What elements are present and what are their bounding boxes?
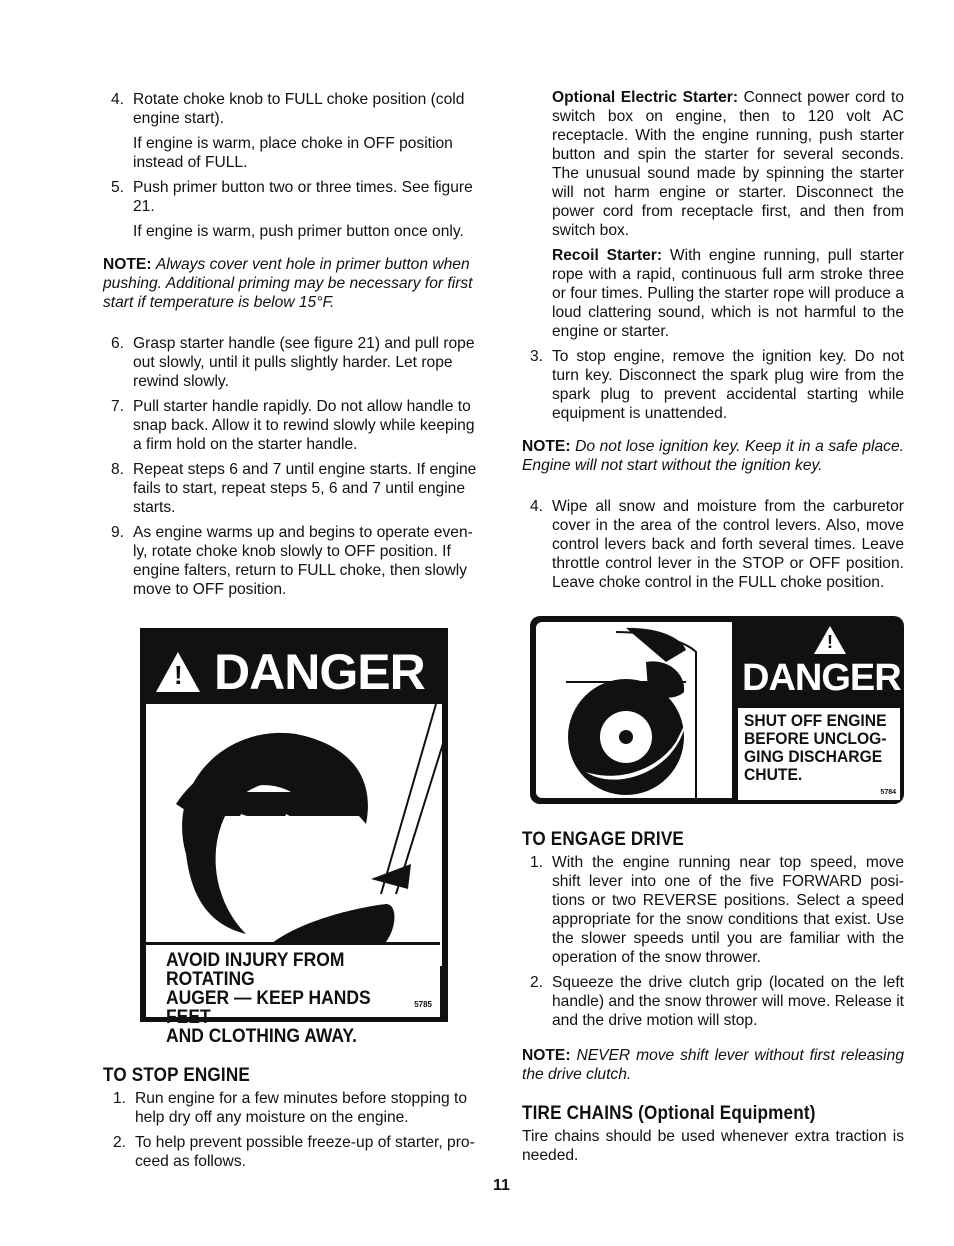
list-item: 1. With the engine running near top speed, move shift lever into one of the five FORWARD posi-tions or two REVERSE positions. Select a speed appropriate for the snow conditions that exist. Use the slower speeds until you are familiar with the operation of the snow thrower. [530,854,904,966]
list-item: 2. To help prevent possible freeze-up of starter, pro-ceed as follows. [113,1134,475,1170]
list-item: 6. Grasp starter handle (see figure 21) and pull rope out slowly, until it pulls slightly harder. Let rope rewind slowly. [111,335,475,390]
chains-paragraph: Tire chains should be used whenever extra traction is needed. [522,1128,904,1164]
list-item: 3. To stop engine, remove the ignition key. Do not turn key. Disconnect the spark plug wire from the spark plug to prevent accidental starting while equipment is unattended. [530,348,904,422]
engage-drive-section [522,830,904,1165]
label-code: 5785 [414,1000,432,1009]
list-item: 2. Squeeze the drive clutch grip (located on the left handle) and the snow thrower will move. Release it and the drive motion will stop. [530,974,904,1029]
danger-label-chute [530,616,904,804]
list-item: 9. As engine warms up and begins to operate even-ly, rotate choke knob slowly to OFF position. If engine falters, return to FULL choke, then slowly move to OFF position. [111,524,473,598]
chute-hazard-illustration [536,622,732,798]
list-item: 7. Pull starter handle rapidly. Do not allow handle to snap back. Allow it to rewind slowly while keeping a firm hold on the starter handle. [111,398,475,453]
list-item: 8. Repeat steps 6 and 7 until engine starts. If engine fails to start, repeat steps 5, 6 and 7 until engine starts. [111,461,477,516]
section-heading: TO ENGAGE DRIVE [522,829,685,850]
note-ignition-key: NOTE: Do not lose ignition key. Keep it in a safe place. Engine will not start without the ignition key. [522,438,904,474]
recoil-starter-paragraph: Recoil Starter: With engine running, pull starter rope with a rapid, continuous full arm stroke three or four times. Pulling the starter rope will produce a loud clattering sound, which is not harmful to the engine or starter. [552,247,904,340]
right-column-top [522,88,904,598]
danger-message: AVOID INJURY FROM ROTATING AUGER — KEEP HANDS FEET AND CLOTHING AWAY. 5785 [146,942,440,1017]
danger-message: SHUT OFF ENGINE BEFORE UNCLOG- GING DISCHARGE CHUTE. 5784 [738,708,900,800]
auger-hazard-illustration [146,704,442,966]
list-item: 4. Rotate choke knob to FULL choke position (cold engine start). [111,91,465,127]
stop-engine-section [103,1066,487,1177]
left-column-top [103,90,487,605]
note-shift-lever: NOTE: NEVER move shift lever without first releasing the drive clutch. [522,1047,904,1083]
label-code: 5784 [880,789,896,796]
list-item: 1. Run engine for a few minutes before stopping to help dry off any moisture on the engine. [113,1090,468,1126]
warning-triangle-icon: ! [814,626,846,654]
item-text: Push primer button two or three times. See figure 21. [133,179,473,215]
warning-triangle-icon: ! [156,652,200,692]
list-item: 5. Push primer button two or three times. See figure 21. [111,179,473,215]
item-subtext: If engine is warm, place choke in OFF position instead of FULL. [133,135,453,171]
page-number: 11 [493,1177,510,1194]
item-subtext: If engine is warm, push primer button once only. [133,223,464,240]
electric-starter-paragraph: Optional Electric Starter: Connect power cord to switch box on engine, then to 120 volt AC receptacle. With the engine running, push starter button and spin the starter for several seconds. The unusual sound made by spinning the starter will not harm engine or starter. Disconnect the power cord from receptacle first, and then from switch box. [552,89,904,239]
note-primer: NOTE: Always cover vent hole in primer button when pushing. Additional priming may be necessary for first start if temperature is below 15°F. [103,256,473,311]
section-heading: TIRE CHAINS (Optional Equipment) [522,1103,816,1124]
danger-label-auger [140,628,448,1047]
danger-title: ! DANGER [156,642,425,702]
section-heading: TO STOP ENGINE [103,1065,250,1086]
item-text: Rotate choke knob to FULL choke position (cold engine start). [133,91,465,127]
danger-title: DANGER [742,657,901,699]
list-item: 4. Wipe all snow and moisture from the carburetor cover in the area of the control levers. Also, move control levers back and forth several times. Leave throttle control lever in the STOP or OFF position. Leave choke control in the FULL choke position. [530,498,904,591]
